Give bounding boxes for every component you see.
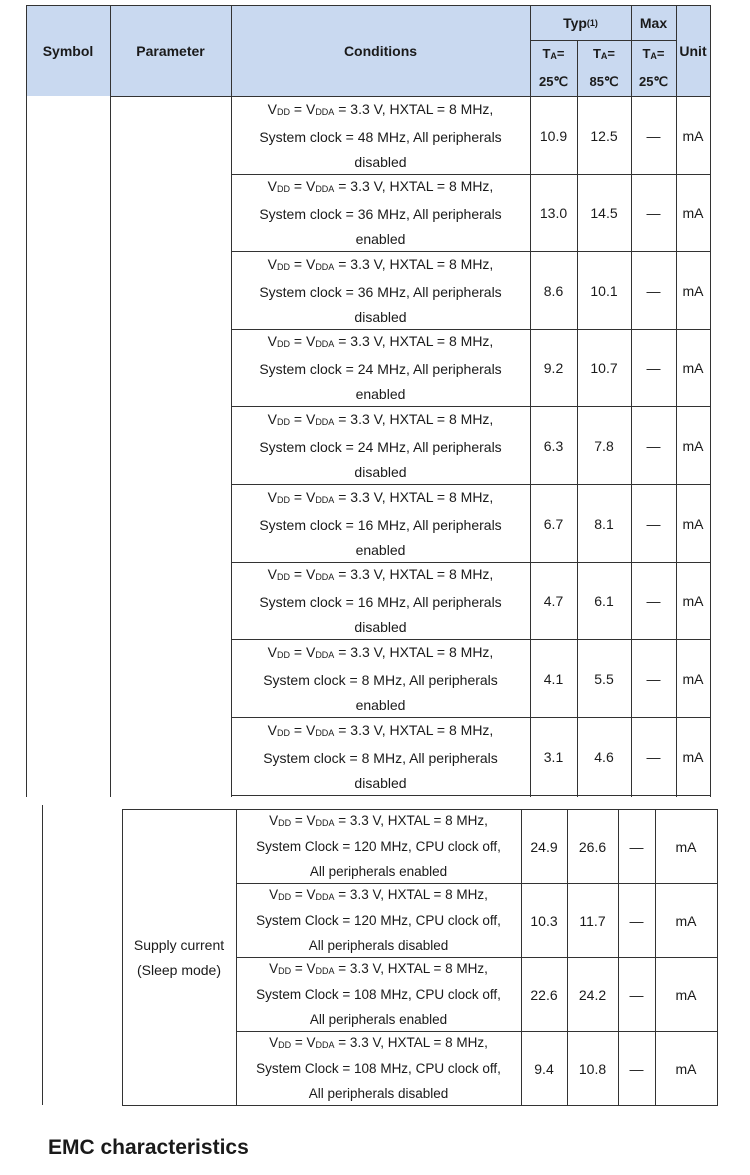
grid-line xyxy=(710,5,711,797)
table-row xyxy=(236,884,717,957)
table-row xyxy=(231,718,710,795)
typ-85-value: 7.8 xyxy=(594,437,614,454)
unit-value: mA xyxy=(682,593,704,609)
typ-25-value: 4.7 xyxy=(543,593,564,609)
conditions-cell: $V_{DD} = V_{DDA} = 3.3$ V, HXTAL = 8 MHz, System Clock = 120 MHz, CPU clock off, All peripherals enabled xyxy=(256,812,501,879)
table-row xyxy=(231,640,710,717)
max-value: — xyxy=(646,515,661,532)
max-value: — xyxy=(646,437,661,454)
typ-85-value: 12.5 xyxy=(590,127,618,144)
unit-value: mA xyxy=(675,1060,697,1077)
typ-85-value: 24.2 xyxy=(578,986,607,1003)
grid-line xyxy=(530,40,676,41)
typ-85-value: 5.5 xyxy=(594,670,614,687)
conditions-cell: $V_{DD} = V_{DDA} = 3.3$ V, HXTAL = 8 MHz, System clock = 24 MHz, All peripherals disabled xyxy=(259,410,502,480)
conditions-cell: $V_{DD} = V_{DDA} = 3.3$ V, HXTAL = 8 MHz, System Clock = 120 MHz, CPU clock off, All peripherals disabled xyxy=(256,886,501,953)
header-ta-typ-85: $T_A=$ 85℃ xyxy=(589,46,619,89)
unit-value: mA xyxy=(682,515,704,532)
typ-25-value: 10.9 xyxy=(539,127,568,144)
max-value: — xyxy=(646,593,661,609)
grid-line xyxy=(26,5,710,6)
table-row xyxy=(236,1032,717,1105)
table-row xyxy=(236,810,717,883)
conditions-cell: $V_{DD} = V_{DDA} = 3.3$ V, HXTAL = 8 MHz, System clock = 16 MHz, All peripherals disabled xyxy=(259,566,502,635)
typ-25-value: 9.4 xyxy=(534,1060,554,1077)
typ-25-value: 3.1 xyxy=(543,748,564,765)
unit-value: mA xyxy=(675,986,697,1003)
header-symbol: Symbol xyxy=(42,43,94,59)
conditions-cell: $V_{DD} = V_{DDA} = 3.3$ V, HXTAL = 8 MHz, System Clock = 108 MHz, CPU clock off, All peripherals disabled xyxy=(256,1034,501,1101)
header-ta-typ-25: $T_A=$ 25℃ xyxy=(538,46,569,89)
typ-85-value: 26.6 xyxy=(578,838,607,855)
max-value: — xyxy=(629,838,644,855)
sleep-mode-table xyxy=(0,805,750,1105)
conditions-cell: $V_{DD} = V_{DDA} = 3.3$ V, HXTAL = 8 MHz, System Clock = 108 MHz, CPU clock off, All peripherals enabled xyxy=(256,960,501,1027)
max-value: — xyxy=(629,1060,644,1077)
parameter-cell xyxy=(122,933,236,985)
typ-85-value: 10.7 xyxy=(590,360,618,376)
max-value: — xyxy=(646,205,661,221)
unit-value: mA xyxy=(682,282,704,299)
conditions-cell: $V_{DD} = V_{DDA} = 3.3$ V, HXTAL = 8 MHz, System clock = 16 MHz, All peripherals enabled xyxy=(259,488,502,558)
conditions-cell: $V_{DD} = V_{DDA} = 3.3$ V, HXTAL = 8 MHz, System clock = 24 MHz, All peripherals enabled xyxy=(259,333,502,402)
max-value: — xyxy=(646,127,661,144)
unit-value: mA xyxy=(682,437,704,454)
table-row xyxy=(231,175,710,251)
max-value: — xyxy=(646,748,661,765)
typ-25-value: 6.7 xyxy=(543,515,564,532)
conditions-cell: $V_{DD} = V_{DDA} = 3.3$ V, HXTAL = 8 MHz, System clock = 8 MHz, All peripherals enabled xyxy=(263,643,498,713)
table-row xyxy=(231,563,710,639)
grid-line xyxy=(26,5,27,797)
typ-85-value: 10.8 xyxy=(578,1060,607,1077)
parameter-label: Supply current xyxy=(133,937,225,953)
conditions-cell: $V_{DD} = V_{DDA} = 3.3$ V, HXTAL = 8 MHz, System clock = 8 MHz, All peripherals disabled xyxy=(263,721,498,791)
typ-25-value: 9.2 xyxy=(543,360,564,376)
typ-25-value: 6.3 xyxy=(543,437,564,454)
unit-value: mA xyxy=(682,360,704,376)
header-conditions: Conditions xyxy=(343,43,418,59)
parameter-mode: (Sleep mode) xyxy=(136,962,222,978)
grid-line xyxy=(717,809,718,1106)
unit-value: mA xyxy=(675,912,697,929)
max-value: — xyxy=(646,282,661,299)
typ-25-value: 10.3 xyxy=(530,912,558,929)
max-value: — xyxy=(646,670,661,687)
typ-85-value: 10.1 xyxy=(590,282,618,299)
typ-85-value: 11.7 xyxy=(579,912,606,929)
typ-25-value: 24.9 xyxy=(530,838,558,855)
conditions-cell: $V_{DD} = V_{DDA} = 3.3$ V, HXTAL = 8 MHz, System clock = 48 MHz, All peripherals disabled xyxy=(259,100,502,170)
max-value: — xyxy=(629,912,644,929)
unit-value: mA xyxy=(682,205,704,221)
header-unit: Unit xyxy=(679,43,707,59)
table-row xyxy=(231,407,710,484)
table-row xyxy=(236,958,717,1031)
unit-value: mA xyxy=(682,670,704,687)
typ-85-value: 8.1 xyxy=(594,515,614,532)
header-parameter: Parameter xyxy=(136,43,205,59)
header-ta-max-25: $T_A=$ 25℃ xyxy=(638,46,669,89)
unit-value: mA xyxy=(682,127,704,144)
table-row xyxy=(231,485,710,562)
grid-line xyxy=(231,795,710,796)
typ-85-value: 4.6 xyxy=(594,748,614,765)
grid-line xyxy=(110,5,111,797)
typ-85-value: 14.5 xyxy=(590,205,618,221)
typ-25-value: 4.1 xyxy=(543,670,564,687)
table-row xyxy=(231,252,710,329)
unit-value: mA xyxy=(682,748,704,765)
max-value: — xyxy=(629,986,644,1003)
max-value: — xyxy=(646,360,661,376)
grid-line xyxy=(42,805,43,1105)
unit-value: mA xyxy=(675,838,697,855)
typ-25-value: 8.6 xyxy=(543,282,564,299)
conditions-cell: $V_{DD} = V_{DDA} = 3.3$ V, HXTAL = 8 MHz, System clock = 36 MHz, All peripherals enabled xyxy=(259,178,502,247)
header-typ: Typ (1) xyxy=(563,15,598,31)
table-row xyxy=(231,97,710,174)
header-max: Max xyxy=(639,15,668,31)
typ-25-value: 22.6 xyxy=(530,986,558,1003)
conditions-cell: $V_{DD} = V_{DDA} = 3.3$ V, HXTAL = 8 MHz, System clock = 36 MHz, All peripherals disabled xyxy=(259,255,502,325)
table-row xyxy=(231,330,710,406)
typ-25-value: 13.0 xyxy=(539,205,568,221)
typ-85-value: 6.1 xyxy=(594,593,614,609)
section-heading: EMC characteristics xyxy=(48,1136,249,1159)
typ-footnote-mark: (1) xyxy=(586,18,598,28)
